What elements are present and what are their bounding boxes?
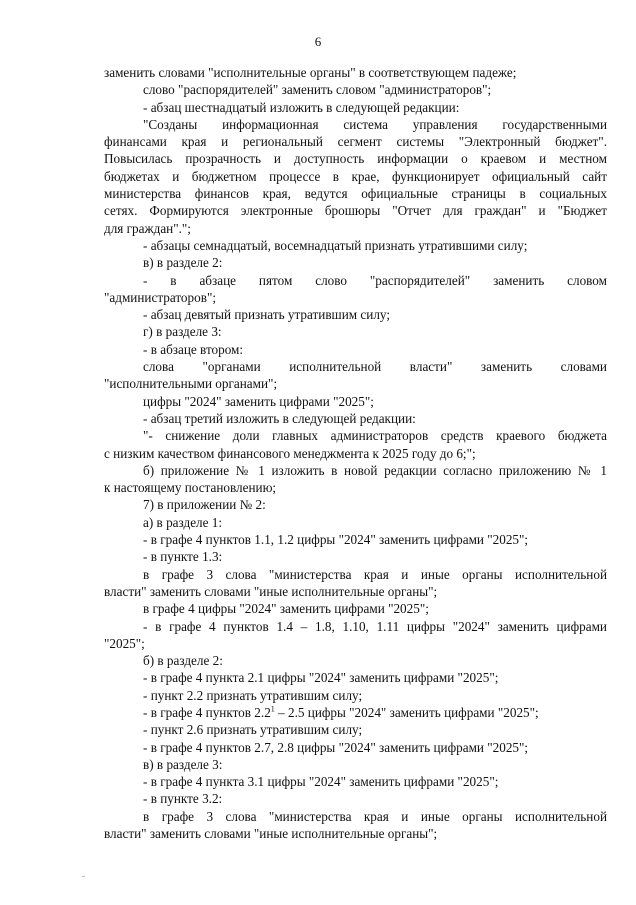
line-text: в) в разделе 3: [143,756,223,772]
line-text-continued: – 2.5 цифры "2024" заменить цифрами "2025"; [274,704,539,720]
line-text: власти" заменить словами "иные исполнительные органы"; [104,826,438,842]
text-line [104,756,607,773]
line-text: б) приложение № 1 изложить в новой редакции согласно приложению № 1 [143,462,607,478]
line-text: "исполнительными органами"; [104,376,278,392]
line-text: в графе 3 слова "министерства края и иные органы исполнительной [143,566,607,582]
line-text: к настоящему постановлению; [104,480,277,496]
text-line [104,600,607,617]
superscript: 1 [270,704,275,714]
text-line [104,583,607,600]
text-line [104,375,607,392]
text-line [104,427,607,444]
text-line [104,272,607,289]
line-text: сетях. Формируются электронные брошюры "Отчет для граждан" и "Бюджет [104,203,607,219]
line-text: бюджетах и бюджетном процессе в крае, функционирует официальный сайт [104,168,607,184]
line-text: - в графе 4 пункта 2.1 цифры "2024" заменить цифрами "2025"; [143,670,499,686]
text-line [104,150,607,167]
line-text: б) в разделе 2: [143,653,223,669]
line-text: в графе 4 цифры "2024" заменить цифрами "2025"; [143,601,429,617]
text-line [104,808,607,825]
line-text: заменить словами "исполнительные органы" в соответствующем падеже; [104,65,517,80]
text-line [104,445,607,462]
text-line [104,185,607,202]
text-line [104,133,607,150]
line-text: 7) в приложении № 2: [143,497,266,513]
text-line [104,220,607,237]
line-text: для граждан"."; [104,220,191,236]
scan-artifact [82,876,85,877]
line-text: - в графе 4 пунктов 1.1, 1.2 цифры "2024" заменить цифрами "2025"; [143,532,529,548]
document-body [104,64,607,842]
text-line [104,116,607,133]
line-text: финансами края и региональный сегмент системы "Электронный бюджет". [104,134,607,150]
text-line [104,825,607,842]
text-line [104,548,607,565]
text-line [104,410,607,427]
line-text: "Созданы информационная система управления государственными [143,116,607,132]
text-line [104,237,607,254]
text-line [104,514,607,531]
text-line [104,773,607,790]
text-line [104,81,607,98]
line-text: "2025"; [104,635,145,651]
text-line [104,358,607,375]
text-line [104,289,607,306]
line-text: - пункт 2.2 признать утратившим силу; [143,687,363,703]
line-text: - в графе 4 пункта 3.1 цифры "2024" заменить цифрами "2025"; [143,774,499,790]
line-text: - в графе 4 пунктов 2.2 [143,704,271,720]
line-text: Повысилась прозрачность и доступность информации о краевом и местном [104,151,607,167]
text-line [104,531,607,548]
text-line [104,687,607,704]
line-text: цифры "2024" заменить цифрами "2025"; [143,393,374,409]
line-text: власти" заменить словами "иные исполнительные органы"; [104,583,438,599]
text-line [104,704,607,721]
line-text: - в графе 4 пунктов 1.4 – 1.8, 1.10, 1.11 цифры "2024" заменить цифрами [143,618,607,634]
text-line [104,566,607,583]
text-line [104,790,607,807]
line-text: "- снижение доли главных администраторов средств краевого бюджета [143,428,607,444]
text-line [104,635,607,652]
text-line [104,168,607,185]
line-text: г) в разделе 3: [143,324,222,340]
text-line [104,323,607,340]
text-line [104,254,607,271]
line-text: в графе 3 слова "министерства края и иные органы исполнительной [143,808,607,824]
line-text: - абзац девятый признать утратившим силу; [143,307,390,323]
line-text: в) в разделе 2: [143,255,223,271]
line-text: - в абзаце пятом слово "распорядителей" заменить словом [143,272,607,288]
text-line [104,669,607,686]
text-line [104,652,607,669]
text-line [104,479,607,496]
line-text: министерства финансов края, ведутся официальные страницы в социальных [104,186,607,202]
line-text: слова "органами исполнительной власти" заменить словами [143,359,607,375]
text-line [104,496,607,513]
line-text: - в пункте 3.2: [143,791,223,807]
line-text: - пункт 2.6 признать утратившим силу; [143,722,363,738]
line-text: "администраторов"; [104,289,216,305]
text-line [104,306,607,323]
line-text: слово "распорядителей" заменить словом "администраторов"; [143,82,492,98]
text-line [104,721,607,738]
line-text: с низким качеством финансового менеджмента к 2025 году до 6;"; [104,445,476,461]
text-line [104,618,607,635]
line-text: - абзацы семнадцатый, восемнадцатый признать утратившими силу; [143,237,528,253]
text-line [104,393,607,410]
line-text: а) в разделе 1: [143,514,223,530]
line-text: - в абзаце втором: [143,341,244,357]
line-text: - в пункте 1.3: [143,549,223,565]
line-text: - абзац третий изложить в следующей редакции: [143,410,416,426]
text-line [104,341,607,358]
line-text: - в графе 4 пунктов 2.7, 2.8 цифры "2024" заменить цифрами "2025"; [143,739,529,755]
text-line [104,64,607,81]
page-number: 6 [314,34,322,49]
text-line [104,739,607,756]
text-line [104,462,607,479]
text-line [104,202,607,219]
line-text: - абзац шестнадцатый изложить в следующей редакции: [143,99,460,115]
text-line [104,99,607,116]
